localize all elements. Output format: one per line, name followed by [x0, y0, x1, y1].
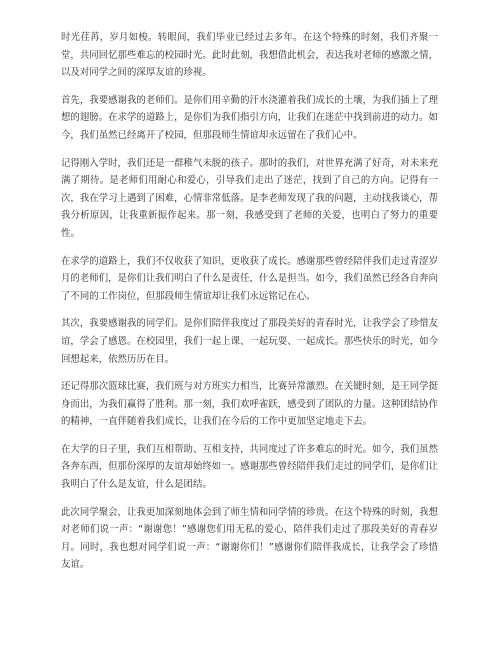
- document-body: [61, 29, 438, 584]
- paragraph-growth: 在求学的道路上，我们不仅收获了知识，更收获了成长。感谢那些曾经陪伴我们走过青涩岁月的老师们，是你们让我们明白了什么是责任，什么是担当。如今，我们虽然已经各自奔向了不同的工作岗位，但那段师生情谊却让我们永远铭记在心。: [61, 255, 439, 302]
- paragraph-thank-classmates: 其次，我要感谢我的同学们。是你们陪伴我度过了那段美好的青春时光，让我学会了珍惜友谊，学会了感恩。在校园里，我们一起上课、一起玩耍、一起成长。那些快乐的时光，如今回想起来，依然历历在目。: [61, 318, 439, 365]
- paragraph-thank-teachers: 首先，我要感谢我的老师们。是你们用辛勤的汗水浇灌着我们成长的土壤，为我们插上了理想的翅膀。在求学的道路上，是你们为我们指引方向，让我们在迷茫中找到前进的动力。如今，我们虽然已经离开了校园，但那段师生情谊却永远留在了我们心中。: [61, 94, 439, 141]
- paragraph-intro: 时光荏苒，岁月如梭。转眼间，我们毕业已经过去多年。在这个特殊的时刻，我们齐聚一堂，共同回忆那些难忘的校园时光。此时此刻，我想借此机会，表达我对老师的感激之情，以及对同学之间的深厚友谊的珍视。: [61, 32, 439, 79]
- paragraph-university-friendship: 在大学的日子里，我们互相帮助、互相支持，共同度过了许多难忘的时光。如今，我们虽然各奔东西，但那份深厚的友谊却始终如一。感谢那些曾经陪伴我们走过的同学们，是你们让我明白了什么是友谊，什么是团结。: [61, 443, 439, 491]
- paragraph-basketball-memory: 还记得那次篮球比赛，我们班与对方班实力相当，比赛异常激烈。在关键时刻，是王同学挺身而出，为我们赢得了胜利。那一刻，我们欢呼雀跃，感受到了团队的力量。这种团结协作的精神，一直伴随着我们成长，让我们在今后的工作中更加坚定地走下去。: [61, 381, 439, 428]
- paragraph-conclusion: 此次同学聚会，让我更加深刻地体会到了师生情和同学情的珍贵。在这个特殊的时刻，我想对老师们说一声：“谢谢您！”感谢您们用无私的爱心，陪伴我们走过了那段美好的青春岁月。同时，我也想对同学们说一声：“谢谢你们！”感谢你们陪伴我成长，让我学会了珍惜友谊。: [61, 506, 439, 571]
- paragraph-teacher-memory: 记得刚入学时，我们还是一群稚气未脱的孩子。那时的我们，对世界充满了好奇，对未来充满了期待。是老师们用耐心和爱心，引导我们走出了迷茫，找到了自己的方向。记得有一次，我在学习上遇到了困难，心情非常低落。是李老师发现了我的问题，主动找我谈心，帮我分析原因，让我重新振作起来。那一刻，我感受到了老师的关爱，也明白了努力的重要性。: [61, 157, 439, 239]
